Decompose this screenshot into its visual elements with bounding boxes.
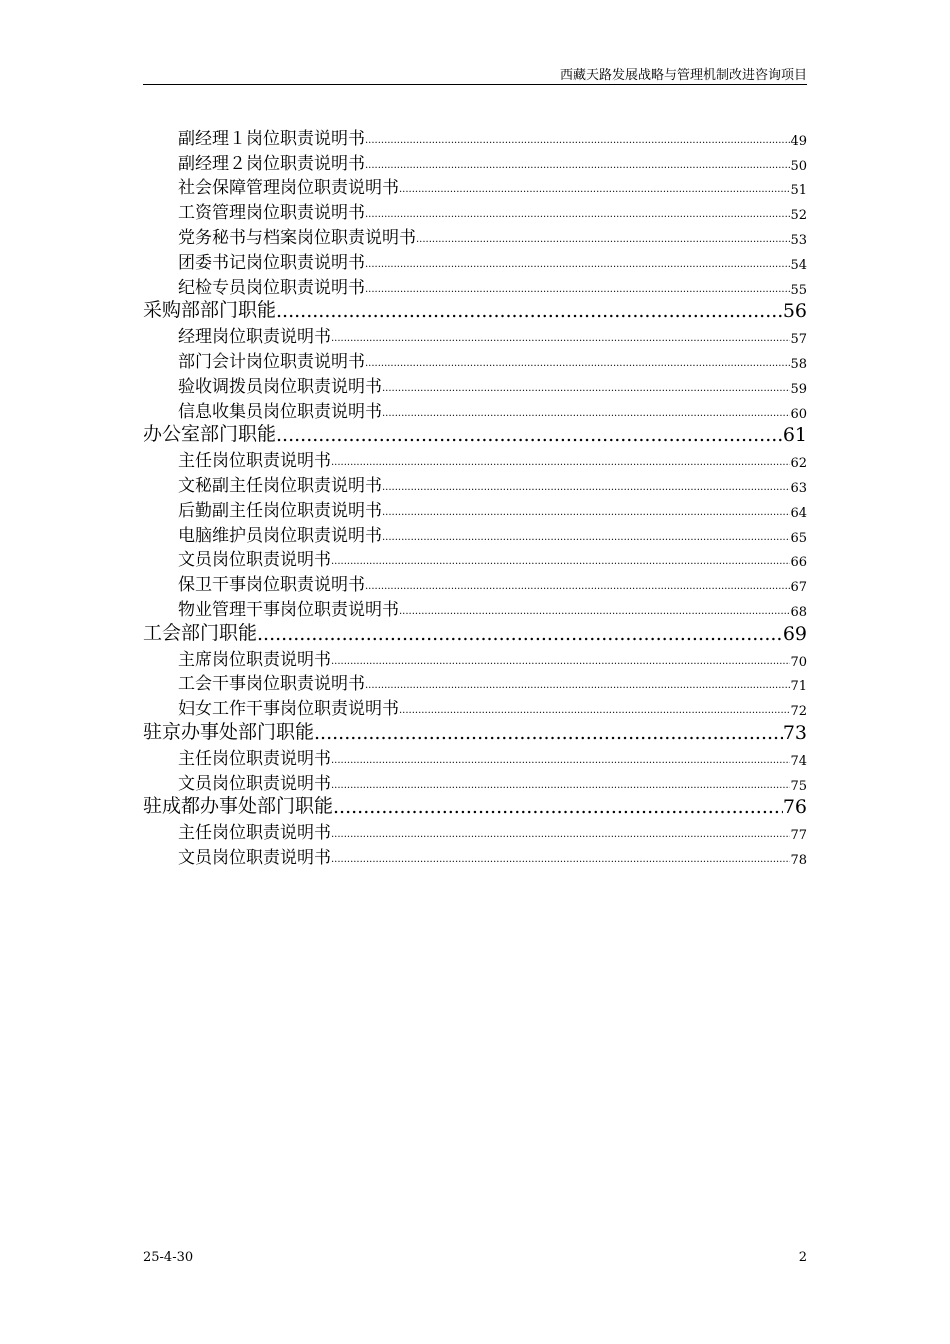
toc-dot-leader bbox=[365, 160, 790, 172]
toc-entry-page-number: 49 bbox=[790, 133, 807, 149]
toc-entry-label: 主席岗位职责说明书 bbox=[178, 649, 331, 670]
toc-dot-leader bbox=[382, 482, 790, 494]
toc-dot-leader bbox=[331, 755, 790, 767]
toc-entry-page-number: 71 bbox=[790, 679, 807, 695]
toc-entry-label: 文员岗位职责说明书 bbox=[178, 847, 331, 868]
toc-subsection-entry[interactable] bbox=[143, 174, 807, 199]
toc-subsection-entry[interactable] bbox=[143, 570, 807, 595]
toc-entry-label: 文员岗位职责说明书 bbox=[178, 550, 331, 571]
toc-entry-page-number: 56 bbox=[782, 300, 807, 323]
toc-section-entry[interactable] bbox=[143, 794, 807, 819]
toc-entry-page-number: 69 bbox=[782, 622, 807, 645]
toc-entry-page-number: 58 bbox=[790, 356, 807, 372]
toc-subsection-entry[interactable] bbox=[143, 843, 807, 868]
toc-dot-leader bbox=[276, 424, 783, 446]
table-of-contents bbox=[143, 124, 807, 868]
toc-dot-leader bbox=[365, 259, 790, 271]
toc-subsection-entry[interactable] bbox=[143, 322, 807, 347]
toc-entry-label: 采购部部门职能 bbox=[143, 299, 277, 322]
toc-entry-page-number: 75 bbox=[790, 778, 807, 794]
toc-entry-label: 保卫干事岗位职责说明书 bbox=[178, 575, 365, 596]
toc-entry-page-number: 62 bbox=[790, 456, 807, 472]
toc-subsection-entry[interactable] bbox=[143, 769, 807, 794]
toc-entry-label: 团委书记岗位职责说明书 bbox=[178, 252, 365, 273]
toc-dot-leader bbox=[333, 796, 783, 818]
toc-entry-label: 主任岗位职责说明书 bbox=[178, 748, 331, 769]
toc-dot-leader bbox=[399, 705, 790, 717]
toc-entry-page-number: 59 bbox=[790, 381, 807, 397]
toc-entry-label: 经理岗位职责说明书 bbox=[178, 327, 331, 348]
toc-subsection-entry[interactable] bbox=[143, 496, 807, 521]
toc-dot-leader bbox=[257, 623, 783, 645]
toc-entry-page-number: 51 bbox=[790, 183, 807, 199]
toc-section-entry[interactable] bbox=[143, 422, 807, 447]
toc-entry-label: 驻成都办事处部门职能 bbox=[143, 795, 334, 818]
toc-entry-page-number: 72 bbox=[790, 704, 807, 720]
toc-dot-leader bbox=[331, 333, 790, 345]
toc-entry-page-number: 74 bbox=[790, 753, 807, 769]
toc-dot-leader bbox=[365, 284, 790, 296]
toc-dot-leader bbox=[365, 135, 790, 147]
toc-dot-leader bbox=[382, 383, 790, 395]
toc-section-entry[interactable] bbox=[143, 298, 807, 323]
toc-entry-page-number: 77 bbox=[790, 828, 807, 844]
toc-entry-page-number: 52 bbox=[790, 208, 807, 224]
toc-subsection-entry[interactable] bbox=[143, 818, 807, 843]
toc-dot-leader bbox=[314, 722, 783, 744]
toc-entry-label: 文秘副主任岗位职责说明书 bbox=[178, 475, 382, 496]
toc-entry-label: 工会干事岗位职责说明书 bbox=[178, 674, 365, 695]
toc-entry-page-number: 68 bbox=[790, 604, 807, 620]
toc-dot-leader bbox=[365, 358, 790, 370]
toc-entry-page-number: 65 bbox=[790, 530, 807, 546]
toc-entry-page-number: 60 bbox=[790, 406, 807, 422]
toc-entry-page-number: 55 bbox=[790, 282, 807, 298]
toc-section-entry[interactable] bbox=[143, 719, 807, 744]
toc-entry-label: 电脑维护员岗位职责说明书 bbox=[178, 525, 382, 546]
toc-entry-label: 信息收集员岗位职责说明书 bbox=[178, 401, 382, 422]
toc-entry-label: 党务秘书与档案岗位职责说明书 bbox=[178, 227, 416, 248]
toc-subsection-entry[interactable] bbox=[143, 248, 807, 273]
toc-dot-leader bbox=[331, 780, 790, 792]
toc-entry-label: 部门会计岗位职责说明书 bbox=[178, 351, 365, 372]
toc-entry-label: 物业管理干事岗位职责说明书 bbox=[178, 599, 399, 620]
toc-entry-page-number: 78 bbox=[790, 852, 807, 868]
toc-subsection-entry[interactable] bbox=[143, 546, 807, 571]
toc-section-entry[interactable] bbox=[143, 620, 807, 645]
toc-entry-label: 主任岗位职责说明书 bbox=[178, 823, 331, 844]
toc-dot-leader bbox=[365, 581, 790, 593]
toc-entry-label: 副经理２岗位职责说明书 bbox=[178, 153, 365, 174]
toc-dot-leader bbox=[365, 209, 790, 221]
toc-dot-leader bbox=[416, 234, 790, 246]
toc-entry-page-number: 63 bbox=[790, 480, 807, 496]
toc-entry-label: 工会部门职能 bbox=[143, 621, 258, 644]
toc-dot-leader bbox=[331, 556, 790, 568]
toc-entry-label: 纪检专员岗位职责说明书 bbox=[178, 277, 365, 298]
toc-subsection-entry[interactable] bbox=[143, 347, 807, 372]
footer-date: 25-4-30 bbox=[143, 1250, 194, 1265]
toc-entry-page-number: 61 bbox=[782, 424, 807, 447]
toc-dot-leader bbox=[331, 829, 790, 841]
toc-entry-label: 驻京办事处部门职能 bbox=[143, 720, 315, 743]
toc-subsection-entry[interactable] bbox=[143, 198, 807, 223]
toc-subsection-entry[interactable] bbox=[143, 273, 807, 298]
toc-entry-page-number: 50 bbox=[790, 158, 807, 174]
header-rule bbox=[143, 84, 807, 85]
toc-dot-leader bbox=[382, 408, 790, 420]
toc-entry-label: 后勤副主任岗位职责说明书 bbox=[178, 500, 382, 521]
toc-dot-leader bbox=[382, 507, 790, 519]
toc-entry-page-number: 64 bbox=[790, 505, 807, 521]
toc-entry-label: 主任岗位职责说明书 bbox=[178, 451, 331, 472]
toc-subsection-entry[interactable] bbox=[143, 595, 807, 620]
toc-subsection-entry[interactable] bbox=[143, 521, 807, 546]
toc-entry-label: 办公室部门职能 bbox=[143, 423, 277, 446]
toc-subsection-entry[interactable] bbox=[143, 124, 807, 149]
toc-entry-label: 社会保障管理岗位职责说明书 bbox=[178, 178, 399, 199]
toc-dot-leader bbox=[399, 184, 790, 196]
toc-subsection-entry[interactable] bbox=[143, 372, 807, 397]
toc-dot-leader bbox=[276, 300, 783, 322]
toc-subsection-entry[interactable] bbox=[143, 645, 807, 670]
toc-dot-leader bbox=[331, 656, 790, 668]
toc-subsection-entry[interactable] bbox=[143, 670, 807, 695]
toc-dot-leader bbox=[331, 457, 790, 469]
toc-subsection-entry[interactable] bbox=[143, 694, 807, 719]
toc-subsection-entry[interactable] bbox=[143, 471, 807, 496]
toc-entry-page-number: 66 bbox=[790, 555, 807, 571]
toc-entry-label: 妇女工作干事岗位职责说明书 bbox=[178, 699, 399, 720]
toc-entry-page-number: 67 bbox=[790, 580, 807, 596]
toc-dot-leader bbox=[382, 532, 790, 544]
toc-entry-page-number: 57 bbox=[790, 332, 807, 348]
toc-dot-leader bbox=[399, 606, 790, 618]
footer-page-number: 2 bbox=[798, 1250, 807, 1265]
toc-entry-label: 验收调拨员岗位职责说明书 bbox=[178, 376, 382, 397]
toc-subsection-entry[interactable] bbox=[143, 744, 807, 769]
toc-entry-page-number: 73 bbox=[782, 721, 807, 744]
toc-dot-leader bbox=[365, 680, 790, 692]
toc-entry-page-number: 70 bbox=[790, 654, 807, 670]
toc-entry-label: 文员岗位职责说明书 bbox=[178, 773, 331, 794]
toc-entry-label: 工资管理岗位职责说明书 bbox=[178, 203, 365, 224]
toc-subsection-entry[interactable] bbox=[143, 149, 807, 174]
toc-subsection-entry[interactable] bbox=[143, 397, 807, 422]
toc-entry-page-number: 54 bbox=[790, 257, 807, 273]
toc-subsection-entry[interactable] bbox=[143, 223, 807, 248]
toc-entry-page-number: 76 bbox=[782, 796, 807, 819]
toc-dot-leader bbox=[331, 854, 790, 866]
toc-subsection-entry[interactable] bbox=[143, 446, 807, 471]
running-header: 西藏天路发展战略与管理机制改进咨询项目 bbox=[559, 68, 807, 83]
toc-entry-page-number: 53 bbox=[790, 232, 807, 248]
toc-entry-label: 副经理１岗位职责说明书 bbox=[178, 128, 365, 149]
